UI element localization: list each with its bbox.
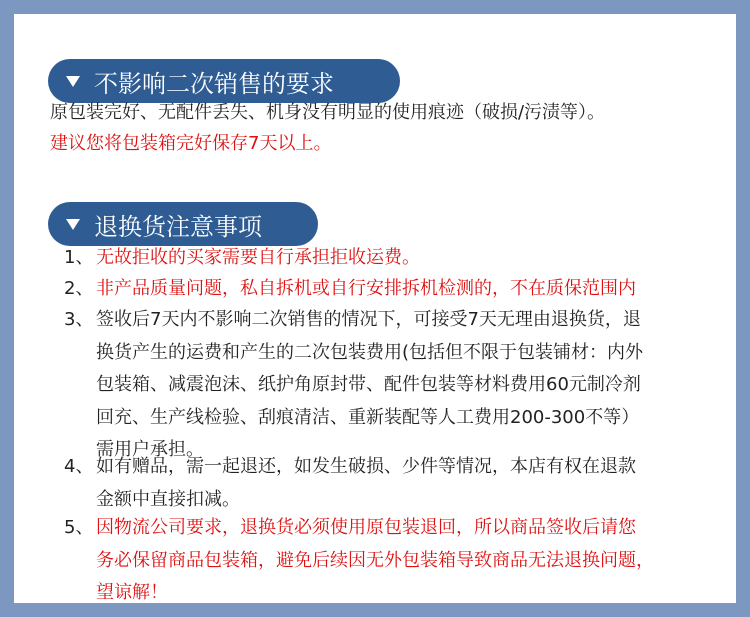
list-item-line: 包装箱、减震泡沫、纸护角原封带、配件包装等材料费用60元制冷剂 (96, 374, 641, 395)
item-number: 1、 (64, 247, 94, 268)
triangle-down-icon (66, 219, 80, 230)
list-item-line: 务必保留商品包装箱，避免后续因无外包装箱导致商品无法退换问题， (96, 549, 654, 571)
section-title: 不影响二次销售的要求 (94, 69, 334, 98)
list-item-line: 回充、生产线检验、刮痕清洁、重新装配等人工费用200-300不等） (96, 406, 640, 428)
list-item (96, 273, 636, 306)
item-number: 2、 (64, 278, 94, 299)
list-item (96, 242, 420, 275)
item-number: 5、 (64, 517, 94, 538)
content-card (14, 14, 736, 603)
packaging-advice: 建议您将包装箱完好保存7天以上。 (50, 133, 332, 154)
section-title: 退换货注意事项 (94, 212, 262, 241)
list-item (96, 451, 636, 516)
list-item-line: 换货产生的运费和产生的二次包装费用(包括但不限于包装铺材：内外 (96, 341, 644, 363)
list-item (96, 512, 654, 610)
list-item-line: 如有赠品，需一起退还，如发生破损、少件等情况，本店有权在退款 (96, 456, 636, 477)
item-number: 4、 (64, 456, 94, 477)
list-item (96, 304, 643, 467)
triangle-down-icon (66, 76, 80, 87)
list-item-line: 签收后7天内不影响二次销售的情况下，可接受7天无理由退换货，退 (96, 309, 641, 330)
list-item-line: 望谅解！ (96, 582, 168, 603)
list-item-line: 因物流公司要求，退换货必须使用原包装退回，所以商品签收后请您 (96, 517, 636, 538)
item-number: 3、 (64, 309, 94, 330)
section-header-return-notes (48, 202, 318, 246)
list-item-line: 非产品质量问题，私自拆机或自行安排拆机检测的，不在质保范围内 (96, 278, 636, 299)
requirement-text: 原包装完好、无配件丢失、机身没有明显的使用痕迹（破损/污渍等）。 (50, 102, 606, 123)
list-item-line: 需用户承担。 (96, 439, 204, 460)
section-header-resale-requirements (48, 59, 400, 103)
list-item-line: 无故拒收的买家需要自行承担拒收运费。 (96, 247, 420, 268)
list-item-line: 金额中直接扣减。 (96, 488, 240, 510)
